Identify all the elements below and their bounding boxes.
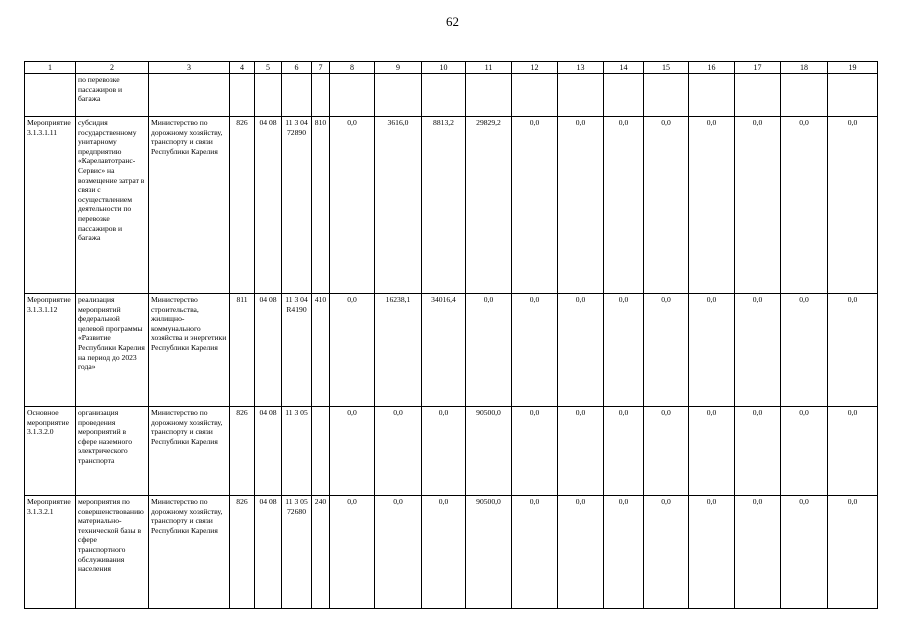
measure-code-cell: Основное мероприятие 3.1.3.2.0 [25,407,76,496]
header-row [25,62,878,74]
grbs-code-cell: 811 [230,294,255,407]
amount-cell [735,74,781,117]
table-row [25,496,878,609]
table-row [25,294,878,407]
measure-code-cell [25,74,76,117]
table-row [25,407,878,496]
section-code-cell [255,74,282,117]
column-header: 14 [604,62,644,74]
amount-cell: 0,0 [828,294,878,407]
amount-cell: 0,0 [512,496,558,609]
amount-cell [422,74,466,117]
expense-type-cell [312,407,330,496]
amount-cell: 0,0 [330,117,375,294]
amount-cell: 0,0 [422,407,466,496]
amount-cell: 0,0 [512,294,558,407]
expense-type-cell [312,74,330,117]
amount-cell: 0,0 [828,496,878,609]
expense-type-cell: 410 [312,294,330,407]
amount-cell: 34016,4 [422,294,466,407]
amount-cell: 0,0 [330,496,375,609]
column-header: 4 [230,62,255,74]
column-header: 18 [781,62,828,74]
amount-cell [689,74,735,117]
responsible-executor-cell: Министерство строительства, жилищно-коммунального хозяйства и энергетики Республики Карелия [149,294,230,407]
amount-cell: 0,0 [375,407,422,496]
section-code-cell: 04 08 [255,496,282,609]
section-code-cell: 04 08 [255,117,282,294]
column-header: 12 [512,62,558,74]
amount-cell [466,74,512,117]
amount-cell: 0,0 [604,496,644,609]
column-header: 11 [466,62,512,74]
amount-cell: 0,0 [330,407,375,496]
amount-cell [375,74,422,117]
amount-cell: 0,0 [644,294,689,407]
amount-cell: 0,0 [512,407,558,496]
page-number: 62 [446,14,459,29]
amount-cell: 0,0 [644,117,689,294]
amount-cell [604,74,644,117]
amount-cell: 0,0 [558,407,604,496]
column-header: 1 [25,62,76,74]
measure-description-cell: по перевозке пассажиров и багажа [76,74,149,117]
table-row [25,74,878,117]
expense-type-cell: 240 [312,496,330,609]
responsible-executor-cell: Министерство по дорожному хозяйству, транспорту и связи Республики Карелия [149,496,230,609]
section-code-cell: 04 08 [255,294,282,407]
column-header: 15 [644,62,689,74]
target-article-cell: 11 3 04 R4190 [282,294,312,407]
grbs-code-cell [230,74,255,117]
responsible-executor-cell: Министерство по дорожному хозяйству, транспорту и связи Республики Карелия [149,407,230,496]
column-header: 13 [558,62,604,74]
target-article-cell: 11 3 05 72680 [282,496,312,609]
column-header: 3 [149,62,230,74]
measure-description-cell: организация проведения мероприятий в сфере наземного электрического транспорта [76,407,149,496]
amount-cell: 0,0 [512,117,558,294]
grbs-code-cell: 826 [230,496,255,609]
amount-cell: 0,0 [828,407,878,496]
amount-cell: 0,0 [330,294,375,407]
amount-cell: 90500,0 [466,407,512,496]
amount-cell: 0,0 [781,407,828,496]
column-header: 19 [828,62,878,74]
amount-cell: 0,0 [781,294,828,407]
amount-cell: 0,0 [689,496,735,609]
amount-cell: 90500,0 [466,496,512,609]
amount-cell [330,74,375,117]
measure-code-cell: Мероприятие 3.1.3.1.12 [25,294,76,407]
measure-code-cell: Мероприятие 3.1.3.2.1 [25,496,76,609]
column-header: 2 [76,62,149,74]
amount-cell [644,74,689,117]
target-article-cell [282,74,312,117]
column-header: 16 [689,62,735,74]
section-code-cell: 04 08 [255,407,282,496]
column-header: 8 [330,62,375,74]
amount-cell: 0,0 [689,117,735,294]
table-row [25,117,878,294]
amount-cell: 0,0 [558,117,604,294]
column-header: 7 [312,62,330,74]
amount-cell [558,74,604,117]
amount-cell: 0,0 [781,496,828,609]
amount-cell: 0,0 [781,117,828,294]
amount-cell: 0,0 [828,117,878,294]
amount-cell: 0,0 [466,294,512,407]
amount-cell: 8813,2 [422,117,466,294]
responsible-executor-cell: Министерство по дорожному хозяйству, транспорту и связи Республики Карелия [149,117,230,294]
responsible-executor-cell [149,74,230,117]
measure-code-cell: Мероприятие 3.1.3.1.11 [25,117,76,294]
measure-description-cell: мероприятия по совершенствованию материально-технической базы в сфере транспортного обслуживания населения [76,496,149,609]
amount-cell: 0,0 [644,407,689,496]
amount-cell: 0,0 [735,294,781,407]
grbs-code-cell: 826 [230,117,255,294]
amount-cell: 0,0 [604,117,644,294]
amount-cell: 0,0 [558,496,604,609]
amount-cell: 0,0 [422,496,466,609]
amount-cell: 16238,1 [375,294,422,407]
column-header: 10 [422,62,466,74]
amount-cell: 0,0 [735,407,781,496]
amount-cell: 0,0 [689,294,735,407]
amount-cell: 0,0 [375,496,422,609]
measure-description-cell: субсидия государственному унитарному предприятию «Карелавтотранс-Сервис» на возмещение затрат в связи с осуществлением деятельности по перевозке пассажиров и багажа [76,117,149,294]
amount-cell [512,74,558,117]
amount-cell: 0,0 [558,294,604,407]
column-header: 17 [735,62,781,74]
budget-table [24,61,878,609]
target-article-cell: 11 3 05 [282,407,312,496]
amount-cell: 0,0 [735,496,781,609]
grbs-code-cell: 826 [230,407,255,496]
column-header: 9 [375,62,422,74]
amount-cell [828,74,878,117]
target-article-cell: 11 3 04 72890 [282,117,312,294]
amount-cell: 0,0 [604,407,644,496]
amount-cell: 0,0 [644,496,689,609]
amount-cell: 0,0 [604,294,644,407]
expense-type-cell: 810 [312,117,330,294]
amount-cell: 0,0 [689,407,735,496]
amount-cell: 3616,0 [375,117,422,294]
amount-cell: 0,0 [735,117,781,294]
amount-cell: 29829,2 [466,117,512,294]
column-header: 6 [282,62,312,74]
measure-description-cell: реализация мероприятий федеральной целевой программы «Развитие Республики Карелия на период до 2023 года» [76,294,149,407]
column-header: 5 [255,62,282,74]
amount-cell [781,74,828,117]
